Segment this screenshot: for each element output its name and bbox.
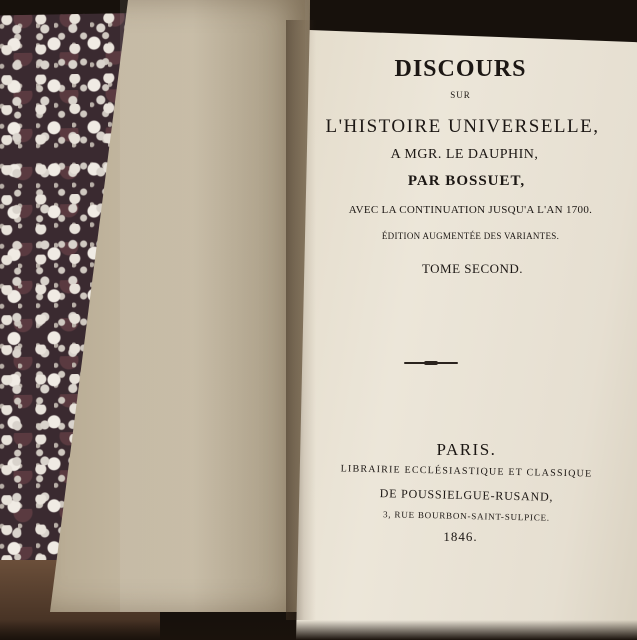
edition-note: ÉDITION AUGMENTÉE DES VARIANTES. bbox=[381, 231, 560, 241]
book-title: DISCOURS bbox=[394, 56, 527, 82]
ornamental-rule bbox=[404, 362, 458, 364]
dedication: A MGR. LE DAUPHIN, bbox=[390, 147, 539, 162]
author: PAR BOSSUET, bbox=[407, 173, 526, 189]
continuation-note: AVEC LA CONTINUATION JUSQU'A L'AN 1700. bbox=[348, 204, 593, 216]
verso-page-shading bbox=[120, 0, 305, 612]
bookseller: LIBRAIRIE ECCLÉSIASTIQUE ET CLASSIQUE bbox=[340, 463, 593, 480]
publication-year: 1846. bbox=[443, 529, 478, 544]
imprint-city: PARIS. bbox=[436, 440, 497, 459]
book-subject: L'HISTOIRE UNIVERSELLE, bbox=[325, 116, 600, 137]
publisher-address: 3, RUE BOURBON-SAINT-SULPICE. bbox=[382, 509, 551, 523]
volume-label: TOME SECOND. bbox=[421, 261, 524, 276]
title-connector: SUR bbox=[450, 90, 471, 100]
table-shadow bbox=[0, 620, 637, 640]
publisher: DE POUSSIELGUE-RUSAND, bbox=[379, 486, 554, 504]
